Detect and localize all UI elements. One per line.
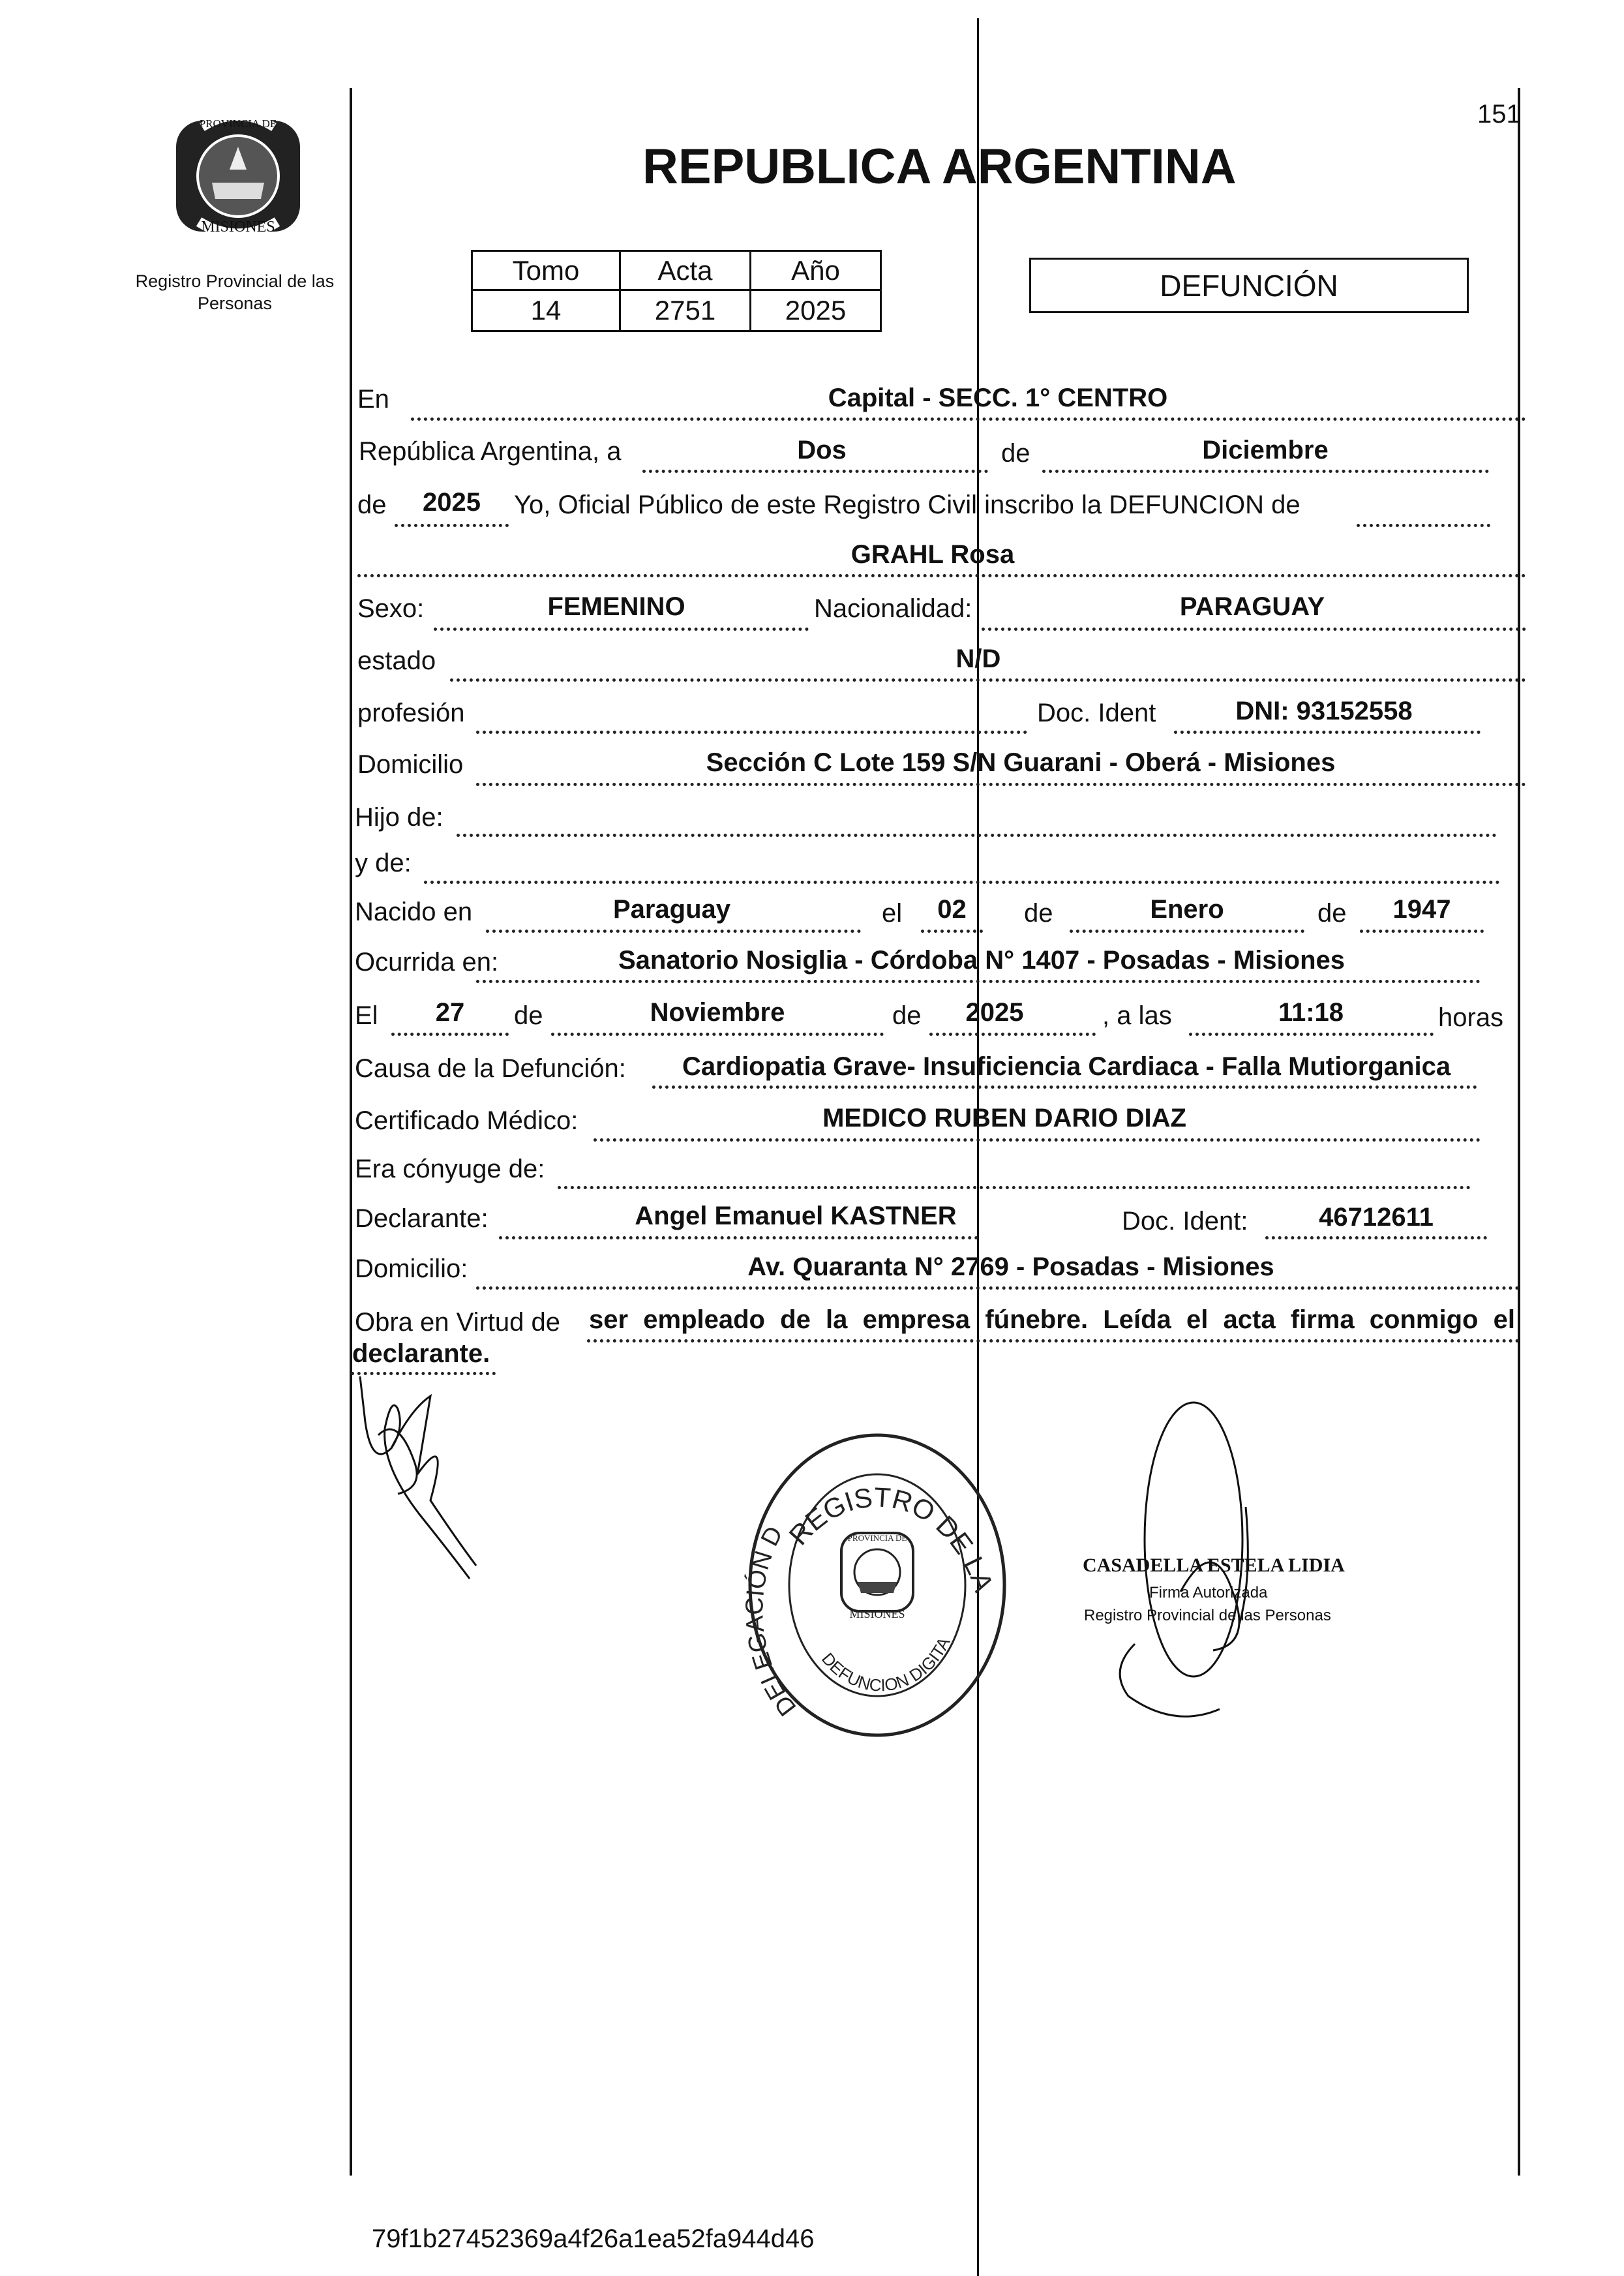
record-val-acta: 2751 (621, 291, 751, 332)
line-certificado (594, 1138, 1481, 1142)
line-nacido-anio (1360, 930, 1484, 933)
label-nacionalidad: Nacionalidad: (814, 594, 972, 623)
line-def-mes (551, 1033, 884, 1036)
value-sexo: FEMENINO (547, 592, 685, 621)
line-mes (1042, 470, 1489, 473)
label-declarante: Declarante: (355, 1204, 489, 1233)
record-col-anio: Año (751, 250, 882, 291)
value-obra-line1: ser empleado de la empresa fúnebre. Leída el acta firma conmigo el (589, 1305, 1515, 1334)
label-horas: horas (1438, 1003, 1504, 1032)
left-margin-line (350, 88, 352, 2176)
label-profesion: profesión (357, 699, 465, 727)
line-dia (642, 470, 988, 473)
label-nacido-en: Nacido en (355, 898, 473, 926)
value-nacido-anio: 1947 (1392, 895, 1451, 924)
declarant-signature (352, 1370, 483, 1585)
label-de-4: de (1317, 899, 1347, 928)
label-hijo-de: Hijo de: (355, 803, 444, 832)
value-domicilio: Sección C Lote 159 S/N Guarani - Oberá - Misiones (706, 748, 1336, 777)
seal-ring-top: REGISTRO DE LA (783, 1481, 1000, 1596)
value-nacionalidad: PARAGUAY (1179, 592, 1325, 621)
right-margin-line (1518, 88, 1520, 2176)
label-domicilio: Domicilio (357, 750, 464, 779)
value-lugar: Capital - SECC. 1° CENTRO (828, 384, 1168, 412)
value-mes: Diciembre (1202, 436, 1329, 464)
org-label: Registro Provincial de las Personas (135, 271, 335, 313)
line-y-de (424, 881, 1500, 884)
line-def-anio (929, 1033, 1096, 1036)
line-sexo (434, 628, 809, 631)
value-def-dia: 27 (435, 998, 465, 1027)
line-profesion (476, 731, 1027, 734)
value-certificado: MEDICO RUBEN DARIO DIAZ (822, 1104, 1186, 1132)
label-doc-ident: Doc. Ident (1037, 699, 1156, 727)
value-def-hora: 11:18 (1278, 998, 1344, 1027)
province-emblem (163, 101, 313, 251)
value-declarante-dom: Av. Quaranta N° 2769 - Posadas - Misiones (747, 1252, 1274, 1281)
value-ocurrida: Sanatorio Nosiglia - Córdoba N° 1407 - Posadas - Misiones (618, 946, 1346, 975)
label-el-cap: El (355, 1001, 378, 1030)
line-obra-1 (587, 1339, 1520, 1343)
label-conyuge: Era cónyuge de: (355, 1155, 545, 1183)
line-nacionalidad (982, 628, 1526, 631)
value-def-anio: 2025 (965, 998, 1024, 1027)
record-table (471, 250, 882, 332)
value-obra-line2: declarante. (352, 1339, 490, 1368)
stamp-name: CASADELLA ESTELA LIDIA (1083, 1555, 1345, 1576)
line-hijo-de (457, 834, 1497, 837)
value-dia: Dos (797, 436, 847, 464)
line-def-dia (391, 1033, 509, 1036)
label-sexo: Sexo: (357, 594, 425, 623)
label-domicilio-2: Domicilio: (355, 1254, 468, 1283)
seal-center-top: PROVINCIA DE (847, 1533, 907, 1543)
record-col-acta: Acta (621, 250, 751, 291)
doc-type-label: DEFUNCIÓN (1160, 268, 1338, 303)
page-title: REPUBLICA ARGENTINA (642, 139, 1237, 194)
label-y-de: y de: (355, 849, 412, 877)
label-de-5: de (514, 1001, 543, 1030)
line-declarante (499, 1236, 978, 1239)
label-a-las: , a las (1102, 1001, 1172, 1030)
label-de-1: de (1001, 439, 1030, 468)
label-certificado: Certificado Médico: (355, 1106, 579, 1135)
value-nacido-dia: 02 (937, 895, 967, 924)
line-lugar (411, 417, 1526, 421)
label-yo: Yo, Oficial Público de este Registro Civil inscribo la DEFUNCION de (514, 491, 1301, 519)
line-anio (395, 524, 509, 527)
seal-ring-left: DELEGACIÓN D (741, 1522, 802, 1721)
page-number: 151 (1477, 100, 1521, 129)
record-col-tomo: Tomo (471, 250, 621, 291)
document-hash: 79f1b27452369a4f26a1ea52fa944d46 (372, 2224, 815, 2253)
label-el: el (882, 899, 903, 928)
line-causa (652, 1085, 1477, 1089)
line-dni (1174, 731, 1481, 734)
label-doc-ident-2: Doc. Ident: (1122, 1207, 1248, 1236)
label-ocurrida-en: Ocurrida en: (355, 948, 499, 977)
line-nacido-dia (921, 930, 983, 933)
line-declarante-doc (1265, 1236, 1487, 1239)
line-ocurrida (476, 980, 1481, 983)
label-de-2: de (357, 491, 387, 519)
line-nacido-lugar (486, 930, 861, 933)
line-declarante-dom (476, 1286, 1520, 1290)
value-def-mes: Noviembre (650, 998, 785, 1027)
value-declarante: Angel Emanuel KASTNER (635, 1202, 957, 1230)
stamp-role: Firma Autorizada (1149, 1584, 1268, 1601)
stamp-org: Registro Provincial de las Personas (1084, 1607, 1331, 1624)
label-en: En (357, 385, 389, 414)
emblem-top-text: PROVINCIA DE (199, 117, 277, 130)
line-def-hora (1189, 1033, 1434, 1036)
seal-center-bottom: MISIONES (849, 1607, 905, 1620)
value-dni: DNI: 93152558 (1235, 697, 1413, 725)
value-declarante-doc: 46712611 (1319, 1203, 1434, 1232)
line-yo-tail (1357, 524, 1490, 527)
line-nacido-mes (1070, 930, 1304, 933)
emblem-bottom-text: MISIONES (201, 219, 275, 235)
label-de-3: de (1024, 899, 1053, 928)
value-causa: Cardiopatia Grave- Insuficiencia Cardiaca - Falla Mutiorganica (682, 1052, 1451, 1081)
official-seal (740, 1429, 1014, 1742)
label-estado: estado (357, 646, 436, 675)
value-estado: N/D (955, 645, 1001, 673)
scan-fold-line (977, 18, 979, 2276)
value-nombre: GRAHL Rosa (850, 540, 1015, 569)
label-de-6: de (892, 1001, 922, 1030)
record-val-tomo: 14 (471, 291, 621, 332)
record-val-anio: 2025 (751, 291, 882, 332)
official-signature (1083, 1396, 1370, 1761)
doc-type-box (1029, 258, 1469, 313)
seal-ring-bottom: DEFUNCION DIGITA (817, 1633, 954, 1695)
label-obra: Obra en Virtud de (355, 1308, 561, 1337)
line-conyuge (558, 1186, 1471, 1189)
value-anio: 2025 (423, 488, 481, 517)
label-causa: Causa de la Defunción: (355, 1054, 626, 1083)
line-nombre (357, 574, 1526, 577)
value-nacido-mes: Enero (1150, 895, 1224, 924)
line-estado (450, 678, 1526, 682)
label-republica: República Argentina, a (359, 437, 622, 466)
value-nacido-lugar: Paraguay (612, 895, 731, 924)
line-domicilio (476, 783, 1526, 786)
